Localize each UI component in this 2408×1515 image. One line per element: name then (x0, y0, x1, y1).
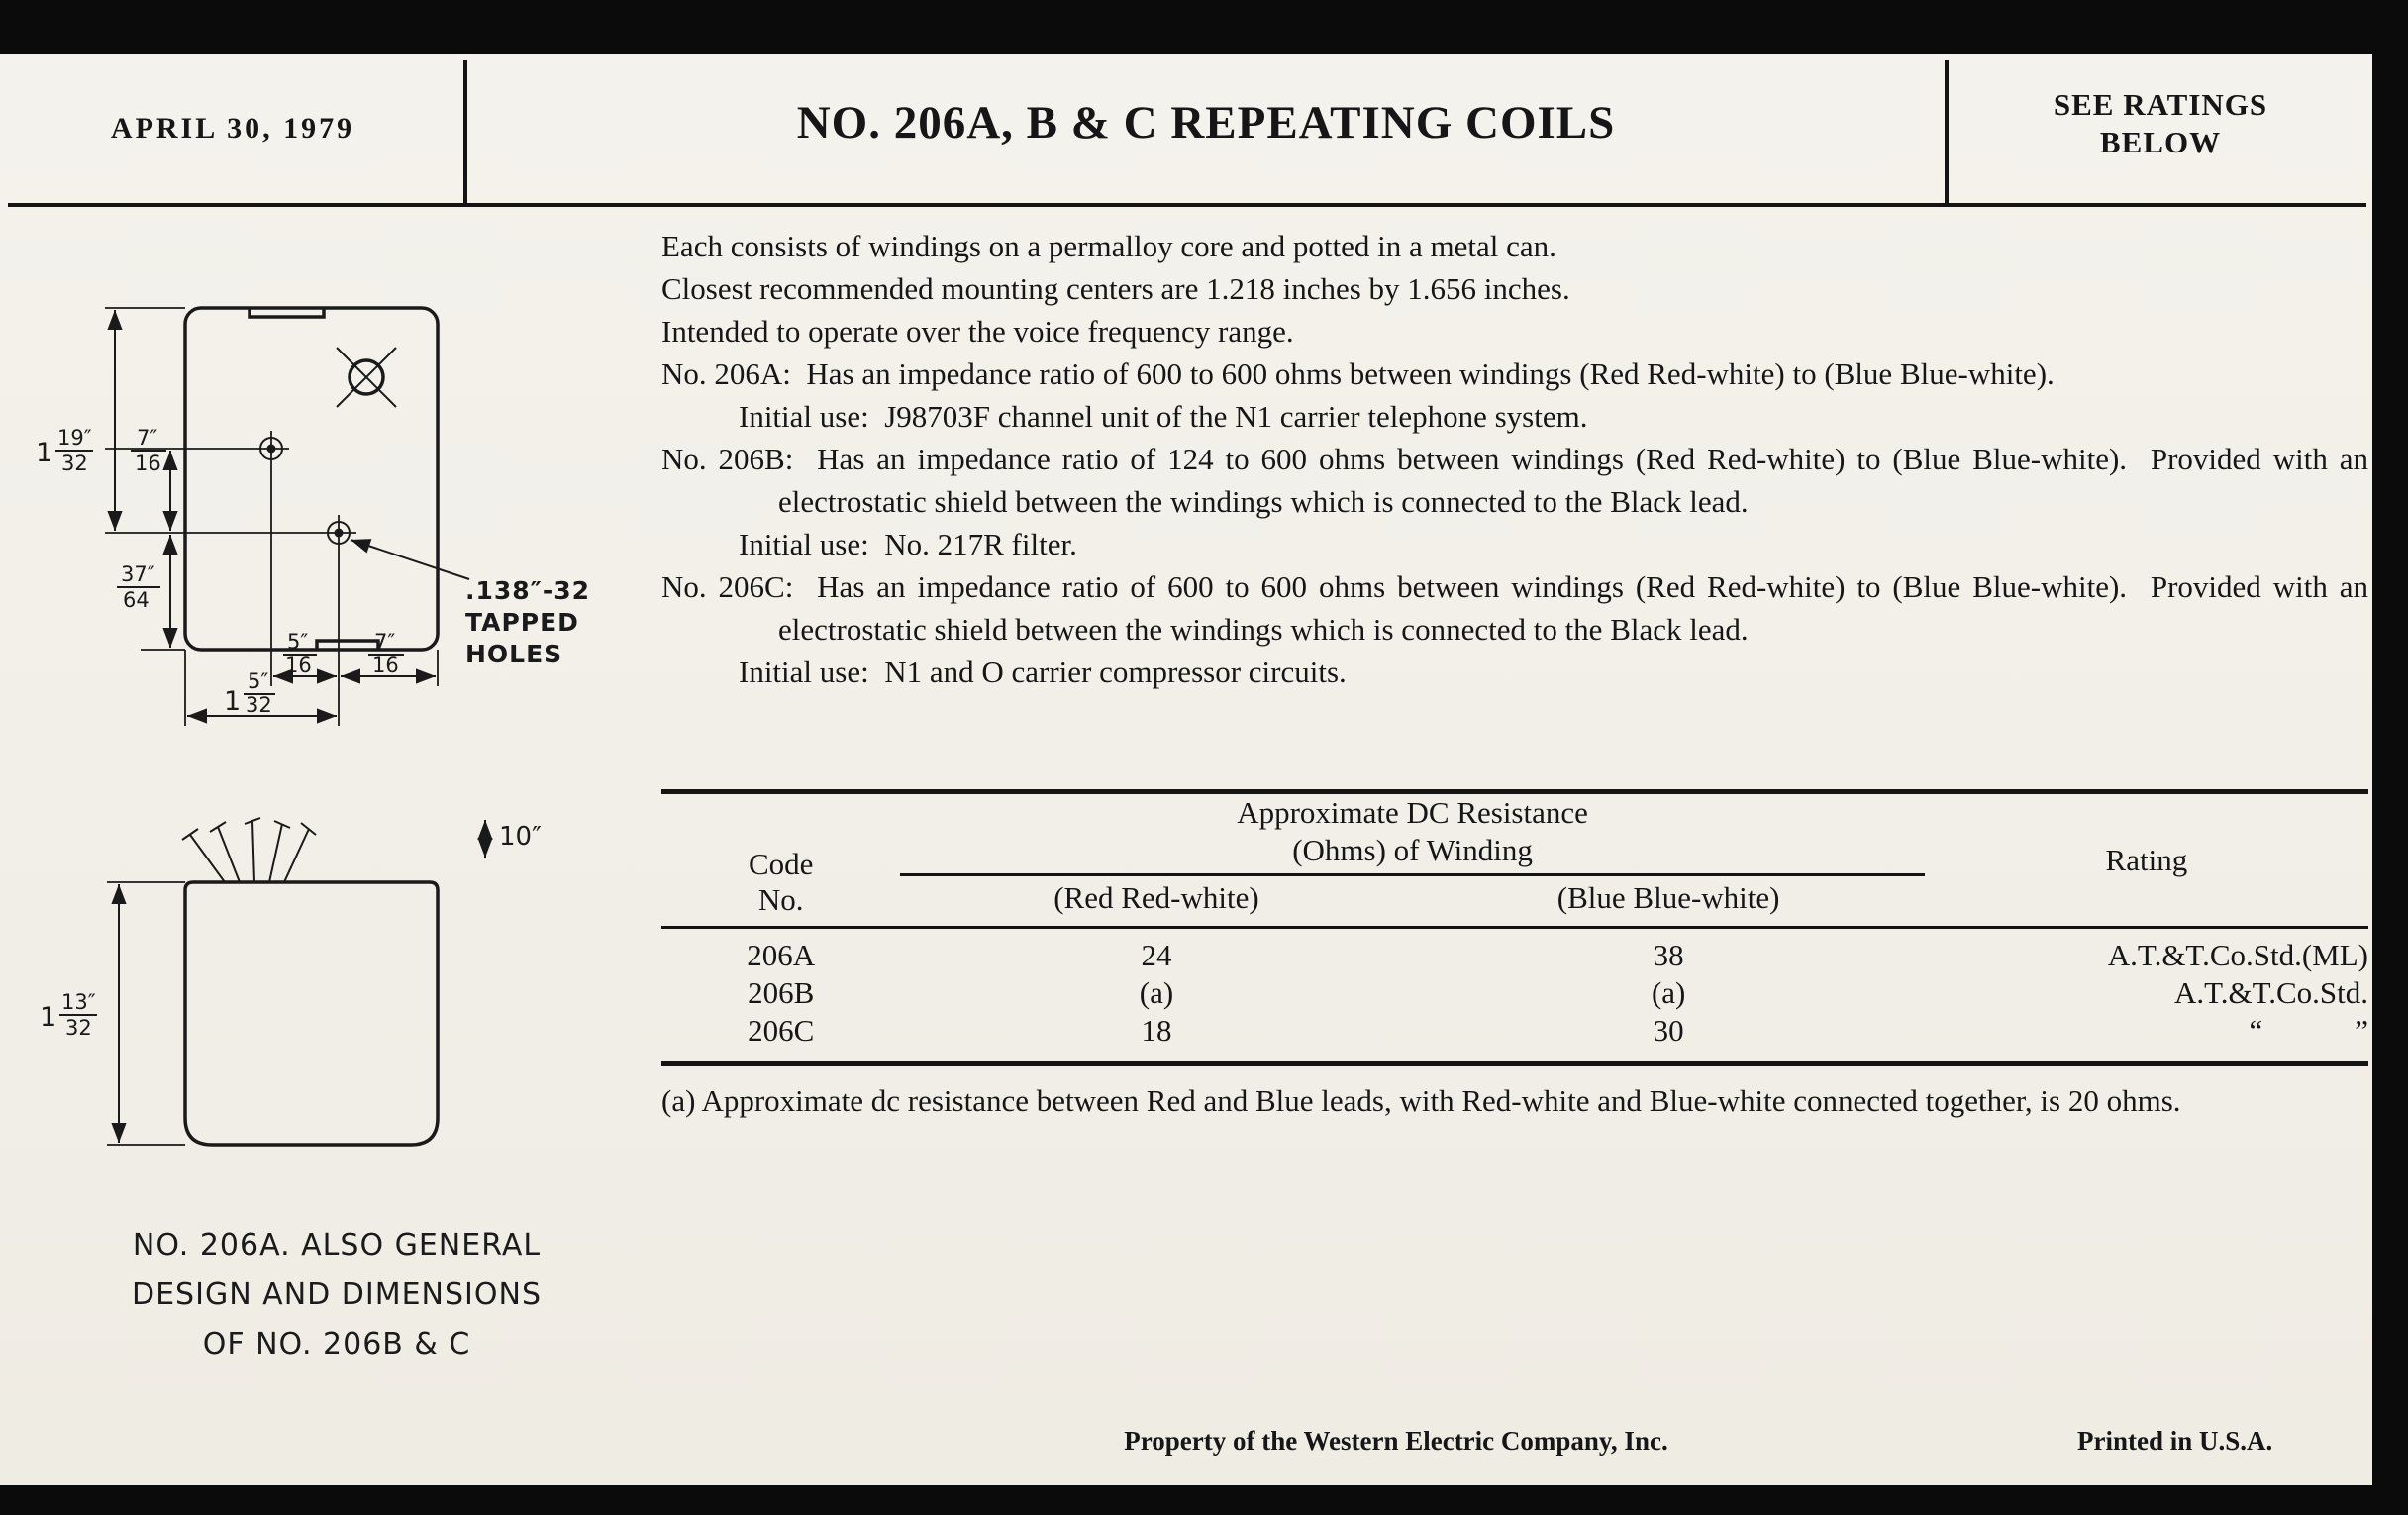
table-row (661, 928, 2368, 975)
table-row (661, 974, 2368, 1012)
table-footnote: (a) Approximate dc resistance between Red and Blue leads, with Red-white and Blue-white connected together, is 20 ohms. (661, 1083, 2181, 1118)
dim-label: 16 (372, 654, 399, 677)
cell-blue: 38 (1653, 938, 1684, 972)
ratings-note-line1: SEE RATINGS (2053, 87, 2268, 122)
printed-notice: Printed in U.S.A. (2077, 1426, 2273, 1456)
cell-red: 24 (1141, 938, 1172, 972)
tapped-holes-note-line1: .138″-32 (465, 576, 591, 605)
item-206c: No. 206C: Has an impedance ratio of 600 to 600 ohms between windings (Red Red-white) to (Blue Blue-white). Provided with an electrostatic shield between the windings which is connected to the Black lead. (661, 569, 2368, 647)
item-206b: No. 206B: Has an impedance ratio of 124 to 600 ohms between windings (Red Red-white) to (Blue Blue-white). Provided with an electrostatic shield between the windings which is connected to the Black lead. (661, 442, 2368, 519)
dim-label: 7″ (137, 426, 158, 450)
diagram-caption-line3: OF NO. 206B & C (202, 1327, 471, 1362)
cell-code: 206B (748, 975, 815, 1010)
top-view-diagram (36, 308, 590, 726)
ratings-note (1949, 86, 2372, 161)
wiring-hole-symbol (337, 348, 396, 407)
dc-resistance-line1: Approximate DC Resistance (1237, 795, 1588, 830)
mounting-hole (321, 515, 356, 551)
col-header-rating: Rating (1925, 792, 2368, 928)
diagram-caption-line1: NO. 206A. ALSO GENERAL (132, 1228, 542, 1262)
scan-border-right (2372, 0, 2408, 1515)
lead-length-label: 10″ (499, 822, 542, 852)
initial-use-206b: Initial use: No. 217R filter. (739, 527, 1077, 561)
cell-rating: “ ” (2249, 1013, 2368, 1048)
intro-line: Each consists of windings on a permalloy core and potted in a metal can. (661, 229, 1556, 263)
initial-use-206c: Initial use: N1 and O carrier compressor circuits. (739, 655, 1347, 689)
cell-red: 18 (1141, 1013, 1172, 1048)
header-divider-right (1945, 60, 1949, 207)
dim-label: 5″ (248, 669, 269, 693)
resistance-table (661, 789, 2368, 1066)
dim-label: 32 (65, 1016, 92, 1040)
initial-use-206a: Initial use: J98703F channel unit of the N1 carrier telephone system. (739, 399, 1588, 434)
dc-resistance-line2: (Ohms) of Winding (1292, 833, 1533, 867)
dim-label: 37″ (121, 562, 155, 586)
dim-label: 16 (135, 452, 161, 475)
cell-blue: 30 (1653, 1013, 1684, 1048)
mounting-hole (253, 431, 289, 466)
property-notice: Property of the Western Electric Company, Inc. (1124, 1426, 1668, 1456)
dim-label: 32 (61, 452, 88, 475)
document-page (0, 54, 2372, 1485)
side-view-diagram (40, 818, 542, 1145)
dim-label: 1 (36, 438, 53, 468)
tapped-holes-note-line2: TAPPED (465, 608, 579, 637)
intro-line: Closest recommended mounting centers are 1.218 inches by 1.656 inches. (661, 271, 1570, 306)
tapped-holes-note (465, 576, 590, 668)
tapped-holes-note-line3: HOLES (465, 640, 563, 668)
col-header-blue-winding: (Blue Blue-white) (1413, 875, 1925, 928)
ratings-note-line2: BELOW (2099, 125, 2222, 159)
dim-label: 16 (285, 654, 312, 677)
page-title: NO. 206A, B & C REPEATING COILS (796, 97, 1616, 149)
cell-code: 206A (747, 938, 816, 972)
col-header-code-line2: No. (757, 882, 804, 917)
dim-label: 19″ (57, 426, 92, 450)
col-header-code-line1: Code (748, 847, 814, 881)
cell-rating: A.T.&T.Co.Std. (2173, 975, 2368, 1010)
document-date: APRIL 30, 1979 (110, 112, 355, 145)
diagram-caption-line2: DESIGN AND DIMENSIONS (132, 1277, 542, 1312)
ratings-table-section (661, 789, 2368, 1122)
col-header-code (661, 792, 900, 928)
cell-code: 206C (748, 1013, 815, 1048)
dim-label: 7″ (374, 630, 396, 654)
dim-label: 1 (224, 686, 242, 717)
table-row (661, 1012, 2368, 1064)
scan-border-bottom (0, 1485, 2408, 1515)
dim-label: 1 (40, 1002, 57, 1033)
cell-blue: (a) (1651, 975, 1686, 1010)
dim-label: 13″ (61, 990, 96, 1014)
dim-label: 5″ (287, 630, 309, 654)
col-header-red-winding: (Red Red-white) (900, 875, 1412, 928)
dim-label: 64 (123, 588, 150, 612)
col-header-dc-resistance (900, 792, 1924, 875)
header-rule (8, 203, 2366, 207)
item-206a: No. 206A: Has an impedance ratio of 600 to 600 ohms between windings (Red Red-white) to (Blue Blue-white). (661, 356, 2055, 391)
description-text (661, 225, 2368, 693)
header-divider-left (463, 60, 467, 207)
cell-rating: A.T.&T.Co.Std.(ML) (2107, 938, 2368, 972)
cell-red: (a) (1139, 975, 1174, 1010)
diagram-caption (54, 1221, 619, 1369)
wire-leads (182, 818, 316, 882)
intro-line: Intended to operate over the voice frequency range. (661, 314, 1294, 349)
dim-label: 32 (246, 693, 272, 717)
scan-border-top (0, 0, 2408, 54)
technical-drawing (22, 249, 675, 1169)
